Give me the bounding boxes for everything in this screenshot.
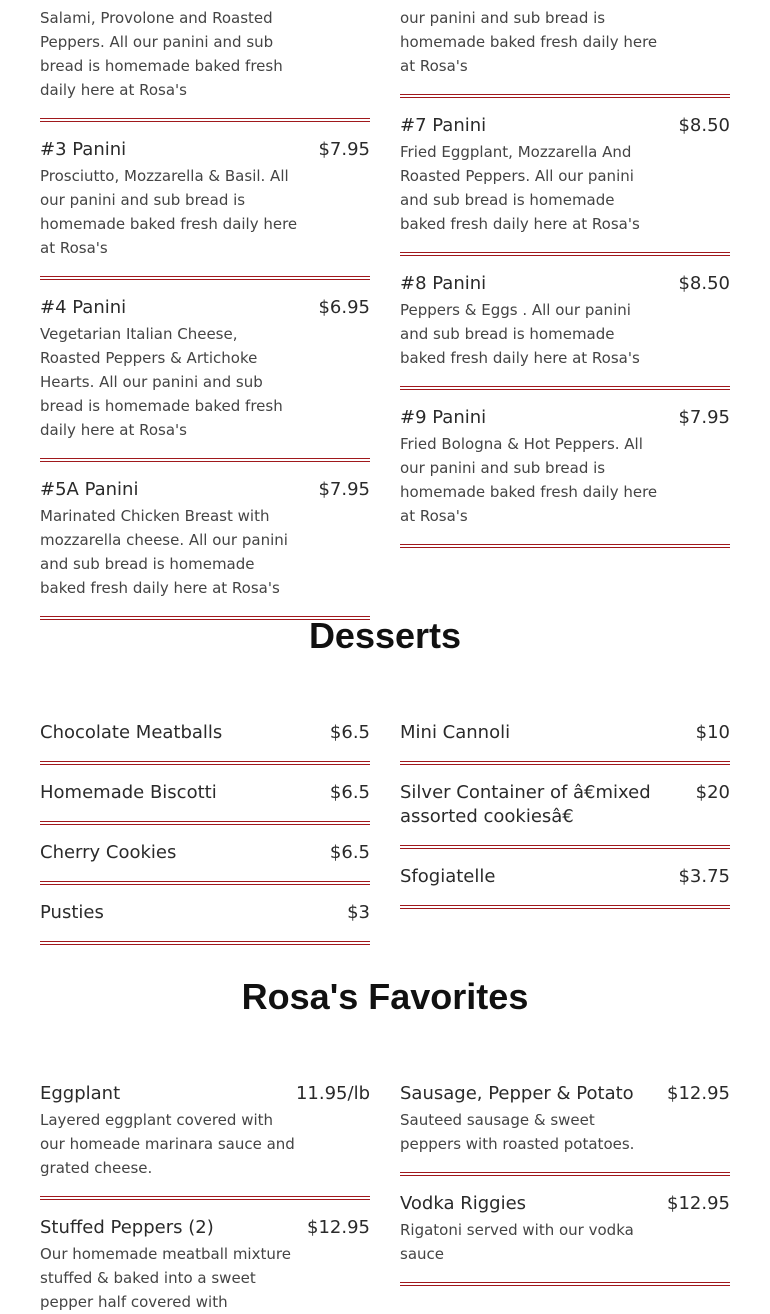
menu-item[interactable] (40, 721, 370, 745)
item-price: $8.50 (678, 115, 730, 136)
item-description: Marinated Chicken Breast with mozzarella cheese. All our panini and sub bread is homemade baked fresh daily here at Rosa's (40, 507, 288, 597)
panini-left-column (40, 4, 370, 620)
panini-right-column (400, 4, 730, 548)
item-name: Sfogiatelle (400, 866, 496, 887)
item-description: Prosciutto, Mozzarella & Basil. All our panini and sub bread is homemade baked fresh daily here at Rosa's (40, 167, 298, 257)
item-name: Stuffed Peppers (2) (40, 1217, 214, 1238)
menu-item[interactable] (400, 114, 730, 236)
favorites-left-column (40, 1082, 370, 1314)
item-description: Rigatoni served with our vodka sauce (400, 1221, 634, 1263)
item-price: 11.95/lb (295, 1083, 370, 1104)
item-name: #5A Panini (40, 479, 139, 500)
item-description: Salami, Provolone and Roasted Peppers. All our panini and sub bread is homemade baked fresh daily here at Rosa's (40, 9, 283, 99)
item-name: Vodka Riggies (400, 1193, 527, 1214)
item-price: $7.95 (318, 139, 370, 160)
menu-item[interactable] (400, 865, 730, 889)
item-name: Eggplant (40, 1083, 121, 1104)
divider (400, 905, 730, 909)
menu-item[interactable] (40, 901, 370, 925)
item-price: $20 (695, 782, 730, 803)
item-name: Homemade Biscotti (40, 782, 217, 803)
section-title-desserts: Desserts (308, 615, 462, 656)
item-price: $3.75 (678, 866, 730, 887)
menu-item[interactable] (40, 478, 370, 600)
item-price: $12.95 (667, 1193, 730, 1214)
item-description: Peppers & Eggs . All our panini and sub bread is homemade baked fresh daily here at Rosa's (400, 301, 640, 367)
desserts-left-column (40, 721, 370, 945)
menu-item-partial (400, 6, 730, 78)
item-description: Layered eggplant covered with our homeade marinara sauce and grated cheese. (40, 1111, 295, 1177)
menu-item-partial (40, 6, 370, 102)
menu-item[interactable] (400, 1192, 730, 1266)
menu-item[interactable] (40, 1082, 370, 1180)
item-name: #3 Panini (40, 139, 127, 160)
menu-item[interactable] (400, 406, 730, 528)
item-description: Fried Eggplant, Mozzarella And Roasted Peppers. All our panini and sub bread is homemade baked fresh daily here at Rosa's (400, 143, 640, 233)
divider (400, 1282, 730, 1286)
item-name: Cherry Cookies (40, 842, 177, 863)
menu-item[interactable] (400, 1082, 730, 1156)
item-description: Sauteed sausage & sweet peppers with roasted potatoes. (400, 1111, 635, 1153)
item-price: $6.5 (329, 722, 370, 743)
item-price: $8.50 (678, 273, 730, 294)
item-price: $6.5 (329, 782, 370, 803)
divider (400, 544, 730, 548)
menu-item[interactable] (400, 781, 730, 829)
item-description: Vegetarian Italian Cheese, Roasted Peppers & Artichoke Hearts. All our panini and sub bread is homemade baked fresh daily here at Rosa's (40, 325, 283, 439)
item-name: #4 Panini (40, 297, 127, 318)
item-name: Pusties (40, 902, 104, 923)
item-price: $7.95 (678, 407, 730, 428)
item-price: $12.95 (667, 1083, 730, 1104)
item-price: $6.5 (329, 842, 370, 863)
item-name: Chocolate Meatballs (40, 722, 223, 743)
divider (40, 941, 370, 945)
item-price: $12.95 (307, 1217, 370, 1238)
menu-item[interactable] (40, 781, 370, 805)
item-name: Mini Cannoli (400, 722, 511, 743)
menu-item[interactable] (40, 138, 370, 260)
menu-item[interactable] (40, 841, 370, 865)
item-price: $6.95 (318, 297, 370, 318)
menu-item[interactable] (40, 296, 370, 442)
menu-item[interactable] (40, 1216, 370, 1314)
item-name: #7 Panini (400, 115, 487, 136)
item-description: Fried Bologna & Hot Peppers. All our panini and sub bread is homemade baked fresh daily here at Rosa's (400, 435, 658, 525)
favorites-right-column (400, 1082, 730, 1286)
menu-item[interactable] (400, 272, 730, 370)
item-description: our panini and sub bread is homemade baked fresh daily here at Rosa's (400, 9, 658, 75)
item-name: #8 Panini (400, 273, 487, 294)
desserts-right-column (400, 721, 730, 909)
menu-item[interactable] (400, 721, 730, 745)
item-price: $3 (347, 902, 370, 923)
item-name: Silver Container of â€mixed assorted cookiesâ€ (400, 782, 651, 827)
item-price: $10 (695, 722, 730, 743)
item-name: #9 Panini (400, 407, 487, 428)
item-description: Our homemade meatball mixture stuffed & baked into a sweet pepper half covered with (40, 1245, 291, 1311)
section-title-favorites: Rosa's Favorites (241, 976, 529, 1017)
item-price: $7.95 (318, 479, 370, 500)
item-name: Sausage, Pepper & Potato (400, 1083, 634, 1104)
